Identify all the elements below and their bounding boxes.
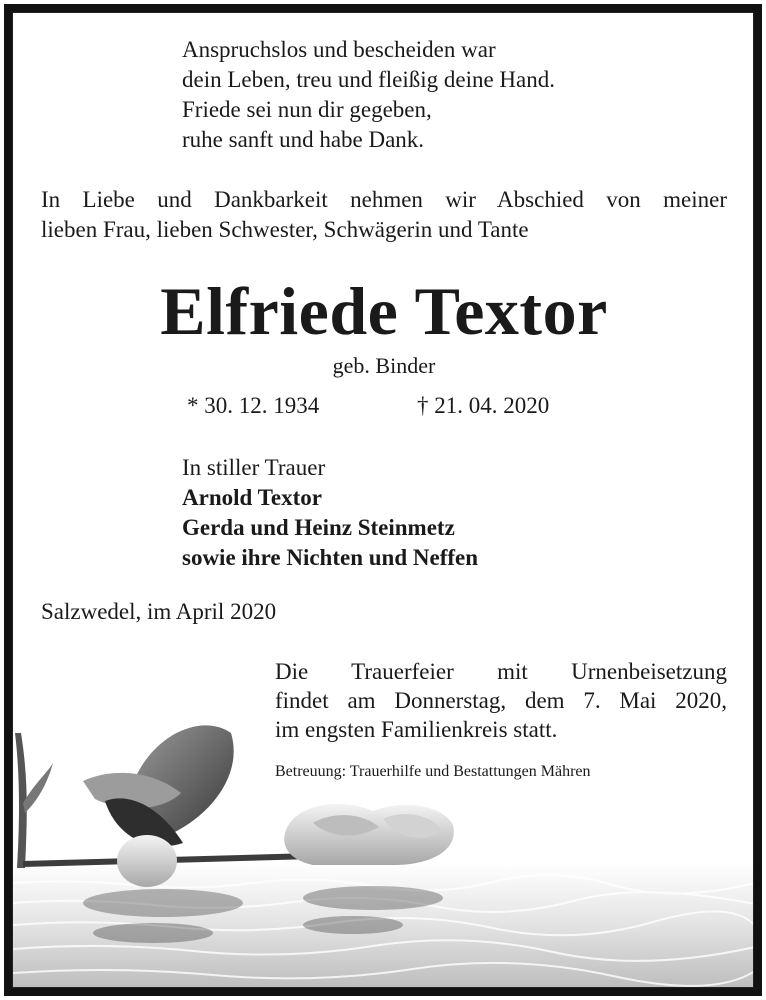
intro-line: lieben Frau, lieben Schwester, Schwägerin und Tante bbox=[41, 217, 529, 242]
funeral-home-credit: Betreuung: Trauerhilfe und Bestattungen Mähren bbox=[275, 763, 591, 780]
birth-name: geb. Binder bbox=[332, 353, 436, 378]
farewell-intro bbox=[41, 185, 727, 245]
deceased-name: Elfriede Textor bbox=[160, 273, 608, 349]
service-line: Die Trauerfeier mit Urnenbeisetzung bbox=[275, 659, 727, 684]
mourners-heading: In stiller Trauer bbox=[182, 455, 326, 480]
death-date: † 21. 04. 2020 bbox=[417, 393, 550, 418]
mourner-name: sowie ihre Nichten und Neffen bbox=[182, 545, 479, 570]
verse-line: Anspruchslos und bescheiden war bbox=[182, 37, 496, 62]
service-info bbox=[275, 657, 727, 744]
obituary-notice bbox=[12, 12, 754, 988]
memorial-verse bbox=[182, 35, 555, 155]
service-line: im engsten Familienkreis statt. bbox=[275, 717, 558, 742]
place-date: Salzwedel, im April 2020 bbox=[41, 599, 277, 624]
mourner-name: Arnold Textor bbox=[182, 485, 322, 510]
mourners-block bbox=[182, 453, 478, 573]
verse-line: Friede sei nun dir gegeben, bbox=[182, 97, 432, 122]
intro-line: In Liebe und Dankbarkeit nehmen wir Abschied von meiner bbox=[41, 187, 727, 212]
service-line: findet am Donnerstag, dem 7. Mai 2020, bbox=[275, 688, 727, 713]
mourner-name: Gerda und Heinz Steinmetz bbox=[182, 515, 455, 540]
birth-date: * 30. 12. 1934 bbox=[187, 393, 320, 418]
verse-line: ruhe sanft und habe Dank. bbox=[182, 127, 425, 152]
verse-line: dein Leben, treu und fleißig deine Hand. bbox=[182, 67, 555, 92]
